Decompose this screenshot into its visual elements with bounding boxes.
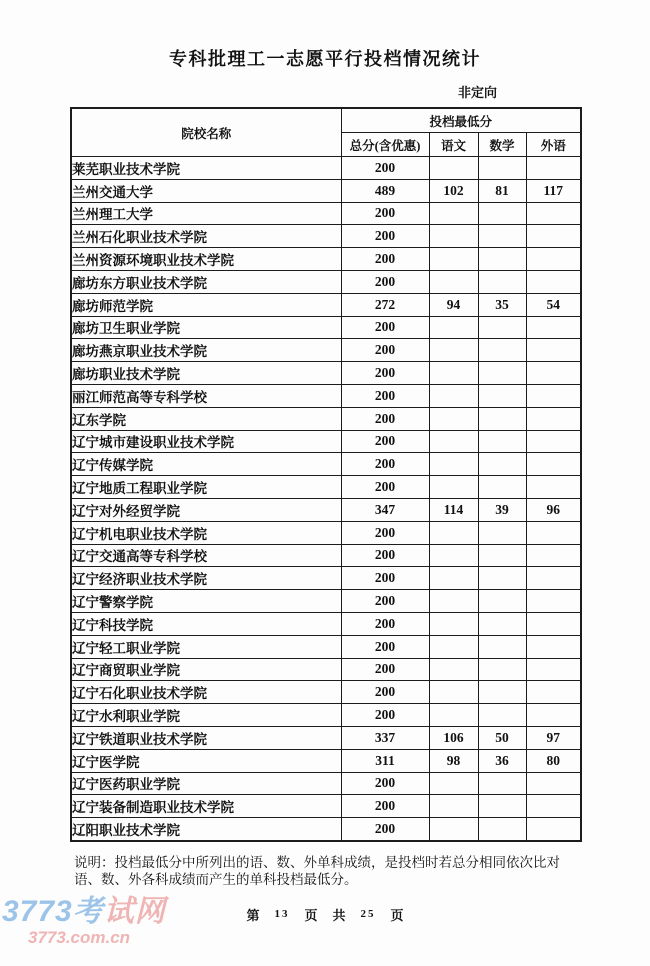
col-header-math: 数学: [478, 133, 526, 157]
cell-foreign-score: [526, 316, 581, 339]
cell-math-score: [478, 476, 526, 499]
footer-page-number: 13: [274, 908, 290, 921]
table-header: [71, 108, 581, 157]
cell-chinese-score: [429, 612, 478, 635]
cell-total-score: 200: [341, 407, 429, 430]
cell-school-name: 辽宁机电职业技术学院: [71, 521, 341, 544]
cell-school-name: 辽宁水利职业学院: [71, 704, 341, 727]
cell-foreign-score: [526, 635, 581, 658]
cell-math-score: [478, 635, 526, 658]
cell-chinese-score: [429, 476, 478, 499]
cell-foreign-score: [526, 704, 581, 727]
cell-chinese-score: [429, 590, 478, 613]
cell-total-score: 337: [341, 726, 429, 749]
cell-math-score: 81: [478, 179, 526, 202]
table-row: [71, 772, 581, 795]
cell-chinese-score: [429, 384, 478, 407]
cell-foreign-score: [526, 157, 581, 180]
cell-math-score: [478, 453, 526, 476]
orientation-row: [0, 84, 650, 102]
cell-chinese-score: [429, 544, 478, 567]
cell-school-name: 辽宁传媒学院: [71, 453, 341, 476]
cell-chinese-score: [429, 157, 478, 180]
cell-math-score: [478, 430, 526, 453]
cell-math-score: 50: [478, 726, 526, 749]
cell-foreign-score: [526, 795, 581, 818]
score-table: [70, 107, 582, 842]
cell-total-score: 200: [341, 476, 429, 499]
cell-math-score: 39: [478, 498, 526, 521]
cell-school-name: 兰州石化职业技术学院: [71, 225, 341, 248]
cell-math-score: [478, 681, 526, 704]
cell-foreign-score: 97: [526, 726, 581, 749]
cell-total-score: 200: [341, 384, 429, 407]
cell-foreign-score: 54: [526, 293, 581, 316]
cell-chinese-score: [429, 316, 478, 339]
cell-foreign-score: [526, 544, 581, 567]
cell-chinese-score: [429, 202, 478, 225]
cell-foreign-score: [526, 225, 581, 248]
cell-total-score: 200: [341, 270, 429, 293]
cell-chinese-score: [429, 362, 478, 385]
cell-school-name: 辽宁警察学院: [71, 590, 341, 613]
cell-school-name: 辽宁科技学院: [71, 612, 341, 635]
table-row: [71, 476, 581, 499]
cell-chinese-score: [429, 430, 478, 453]
cell-total-score: 347: [341, 498, 429, 521]
table-row: [71, 612, 581, 635]
cell-school-name: 兰州理工大学: [71, 202, 341, 225]
cell-total-score: 200: [341, 590, 429, 613]
table-row: [71, 818, 581, 841]
cell-total-score: 200: [341, 339, 429, 362]
cell-school-name: 辽宁城市建设职业技术学院: [71, 430, 341, 453]
table-row: [71, 430, 581, 453]
table-row: [71, 270, 581, 293]
cell-total-score: 200: [341, 818, 429, 841]
cell-total-score: 200: [341, 772, 429, 795]
cell-total-score: 200: [341, 658, 429, 681]
page-footer: [0, 905, 650, 924]
cell-chinese-score: [429, 407, 478, 430]
cell-math-score: [478, 248, 526, 271]
cell-total-score: 200: [341, 316, 429, 339]
table-row: [71, 362, 581, 385]
cell-foreign-score: [526, 681, 581, 704]
cell-chinese-score: [429, 795, 478, 818]
cell-school-name: 辽宁医学院: [71, 749, 341, 772]
cell-chinese-score: [429, 339, 478, 362]
table-row: [71, 681, 581, 704]
page-title: 专科批理工一志愿平行投档情况统计: [169, 49, 481, 69]
table-row: [71, 316, 581, 339]
cell-math-score: [478, 567, 526, 590]
table-row: [71, 407, 581, 430]
cell-foreign-score: [526, 407, 581, 430]
cell-math-score: [478, 384, 526, 407]
cell-school-name: 廊坊卫生职业学院: [71, 316, 341, 339]
cell-foreign-score: [526, 772, 581, 795]
cell-foreign-score: [526, 248, 581, 271]
cell-math-score: [478, 157, 526, 180]
table-row: [71, 521, 581, 544]
cell-school-name: 辽宁轻工职业学院: [71, 635, 341, 658]
cell-school-name: 丽江师范高等专科学校: [71, 384, 341, 407]
cell-school-name: 廊坊东方职业技术学院: [71, 270, 341, 293]
table-row: [71, 248, 581, 271]
cell-foreign-score: 80: [526, 749, 581, 772]
cell-total-score: 200: [341, 362, 429, 385]
cell-math-score: 36: [478, 749, 526, 772]
cell-school-name: 廊坊燕京职业技术学院: [71, 339, 341, 362]
cell-school-name: 辽宁铁道职业技术学院: [71, 726, 341, 749]
cell-total-score: 200: [341, 681, 429, 704]
cell-foreign-score: [526, 818, 581, 841]
cell-foreign-score: 117: [526, 179, 581, 202]
cell-total-score: 200: [341, 157, 429, 180]
cell-total-score: 200: [341, 430, 429, 453]
cell-chinese-score: [429, 453, 478, 476]
cell-total-score: 272: [341, 293, 429, 316]
cell-school-name: 廊坊师范学院: [71, 293, 341, 316]
cell-foreign-score: [526, 430, 581, 453]
cell-math-score: [478, 795, 526, 818]
footer-total-pages: 25: [360, 908, 376, 921]
cell-foreign-score: [526, 521, 581, 544]
cell-chinese-score: [429, 704, 478, 727]
cell-math-score: [478, 544, 526, 567]
table-row: [71, 590, 581, 613]
cell-total-score: 311: [341, 749, 429, 772]
cell-foreign-score: [526, 476, 581, 499]
cell-school-name: 辽宁石化职业技术学院: [71, 681, 341, 704]
cell-math-score: [478, 202, 526, 225]
cell-total-score: 200: [341, 202, 429, 225]
table-row: [71, 453, 581, 476]
cell-school-name: 廊坊职业技术学院: [71, 362, 341, 385]
cell-chinese-score: 98: [429, 749, 478, 772]
cell-chinese-score: 106: [429, 726, 478, 749]
table-row: [71, 225, 581, 248]
cell-foreign-score: [526, 384, 581, 407]
watermark-logo-pink: 试网: [103, 895, 166, 928]
table-row: [71, 339, 581, 362]
cell-school-name: 兰州交通大学: [71, 179, 341, 202]
cell-total-score: 200: [341, 225, 429, 248]
table-row: [71, 658, 581, 681]
cell-total-score: 200: [341, 544, 429, 567]
table-row: [71, 635, 581, 658]
cell-math-score: [478, 339, 526, 362]
cell-math-score: [478, 658, 526, 681]
watermark-logo-blue: 3773考: [2, 895, 104, 928]
orientation-label: 非定向: [457, 85, 497, 100]
table-row: [71, 567, 581, 590]
header-row-1: [71, 108, 581, 133]
cell-chinese-score: [429, 658, 478, 681]
cell-total-score: 200: [341, 521, 429, 544]
cell-chinese-score: [429, 225, 478, 248]
cell-total-score: 200: [341, 795, 429, 818]
table-row: [71, 726, 581, 749]
cell-chinese-score: 102: [429, 179, 478, 202]
cell-math-score: [478, 704, 526, 727]
cell-foreign-score: [526, 567, 581, 590]
cell-school-name: 辽宁医药职业学院: [71, 772, 341, 795]
cell-school-name: 辽阳职业技术学院: [71, 818, 341, 841]
cell-math-score: [478, 225, 526, 248]
cell-total-score: 200: [341, 704, 429, 727]
cell-foreign-score: [526, 612, 581, 635]
cell-chinese-score: [429, 681, 478, 704]
cell-school-name: 兰州资源环境职业技术学院: [71, 248, 341, 271]
cell-total-score: 200: [341, 453, 429, 476]
cell-foreign-score: [526, 362, 581, 385]
cell-total-score: 200: [341, 567, 429, 590]
cell-math-score: [478, 521, 526, 544]
cell-school-name: 辽宁装备制造职业技术学院: [71, 795, 341, 818]
cell-chinese-score: [429, 248, 478, 271]
cell-foreign-score: [526, 590, 581, 613]
col-header-min-score-group: 投档最低分: [341, 108, 581, 133]
cell-math-score: 35: [478, 293, 526, 316]
table-row: [71, 179, 581, 202]
cell-foreign-score: 96: [526, 498, 581, 521]
col-header-chinese: 语文: [429, 133, 478, 157]
cell-foreign-score: [526, 339, 581, 362]
cell-foreign-score: [526, 270, 581, 293]
cell-total-score: 200: [341, 612, 429, 635]
cell-school-name: 莱芜职业技术学院: [71, 157, 341, 180]
cell-math-score: [478, 407, 526, 430]
cell-school-name: 辽宁对外经贸学院: [71, 498, 341, 521]
col-header-foreign: 外语: [526, 133, 581, 157]
cell-total-score: 200: [341, 248, 429, 271]
cell-school-name: 辽东学院: [71, 407, 341, 430]
footer-char-ye2: 页: [390, 907, 404, 923]
table-row: [71, 293, 581, 316]
cell-total-score: 200: [341, 635, 429, 658]
cell-chinese-score: [429, 818, 478, 841]
cell-math-score: [478, 590, 526, 613]
table-row: [71, 202, 581, 225]
col-header-total: 总分(含优惠): [341, 133, 429, 157]
cell-math-score: [478, 362, 526, 385]
footer-char-ye1: 页: [304, 907, 318, 923]
table-row: [71, 749, 581, 772]
cell-chinese-score: [429, 270, 478, 293]
cell-foreign-score: [526, 202, 581, 225]
table-row: [71, 384, 581, 407]
table-row: [71, 498, 581, 521]
table-row: [71, 544, 581, 567]
cell-total-score: 489: [341, 179, 429, 202]
cell-school-name: 辽宁交通高等专科学校: [71, 544, 341, 567]
cell-chinese-score: [429, 772, 478, 795]
table-row: [71, 157, 581, 180]
table-row: [71, 704, 581, 727]
table-body: [71, 157, 581, 841]
cell-chinese-score: [429, 567, 478, 590]
cell-school-name: 辽宁商贸职业学院: [71, 658, 341, 681]
cell-chinese-score: 114: [429, 498, 478, 521]
cell-math-score: [478, 818, 526, 841]
cell-math-score: [478, 270, 526, 293]
cell-chinese-score: [429, 521, 478, 544]
cell-math-score: [478, 316, 526, 339]
cell-school-name: 辽宁地质工程职业学院: [71, 476, 341, 499]
cell-foreign-score: [526, 453, 581, 476]
cell-chinese-score: [429, 635, 478, 658]
watermark-domain: 3773.com.cn: [28, 928, 131, 947]
col-header-school: 院校名称: [71, 108, 341, 157]
cell-foreign-score: [526, 658, 581, 681]
note-text: 说明：投档最低分中所列出的语、数、外单科成绩，是投档时若总分相同依次比对语、数、外各科成绩而产生的单科投档最低分。: [74, 854, 560, 887]
cell-math-score: [478, 772, 526, 795]
table-row: [71, 795, 581, 818]
cell-school-name: 辽宁经济职业技术学院: [71, 567, 341, 590]
footer-char-gong: 共: [332, 907, 346, 923]
footer-char-di: 第: [246, 907, 260, 923]
cell-chinese-score: 94: [429, 293, 478, 316]
cell-math-score: [478, 612, 526, 635]
